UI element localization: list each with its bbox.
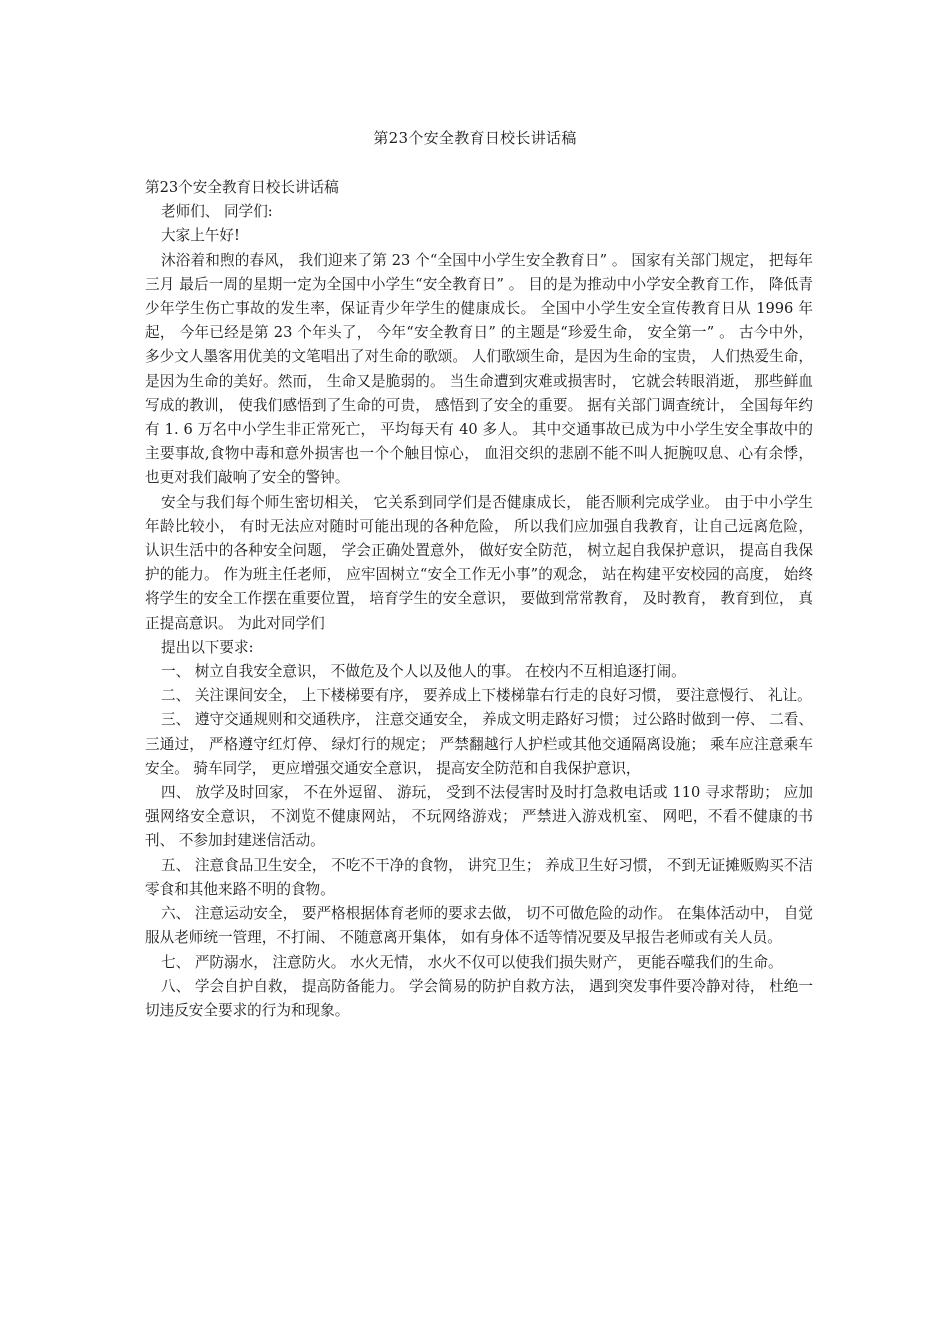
opening-line: 大家上午好! bbox=[161, 227, 240, 245]
document-title: 第23个安全教育日校长讲话稿 bbox=[373, 129, 577, 147]
requirement-item: 八、 学会自护自救， 提高防备能力。 学会简易的防护自救方法， 遇到突发事件要冷静对待， 杜绝一切违反安全要求的行为和现象。 bbox=[145, 977, 813, 1019]
requirement-item: 七、 严防溺水， 注意防火。 水火无情， 水火不仅可以使我们损失财产， 更能吞噬我们的生命。 bbox=[161, 953, 783, 971]
document-subtitle: 第23个安全教育日校长讲话稿 bbox=[145, 179, 339, 196]
requirement-item: 二、 关注课间安全， 上下楼梯要有序， 要养成上下楼梯靠右行走的良好习惯， 要注意慢行、 礼让。 bbox=[161, 687, 812, 705]
requirement-item: 三、 遵守交通规则和交通秩序， 注意交通安全， 养成文明走路好习惯； 过公路时做到一停、 二看、 三通过， 严格遵守红灯停、 绿灯行的规定； 严禁翻越行人护栏或其他交通隔离设施； 乘车应注意乘车安全。 骑车同学， 更应增强交通安全意识， 提高安全防范和自我保护意识， bbox=[145, 711, 813, 777]
requirement-item: 五、 注意食品卫生安全， 不吃不干净的食物， 讲究卫生； 养成卫生好习惯， 不到无证摊贩购买不洁零食和其他来路不明的食物。 bbox=[145, 856, 813, 898]
requirement-item: 四、 放学及时回家， 不在外逗留、 游玩， 受到不法侵害时及时打急救电话或 110 寻求帮助； 应加强网络安全意识， 不浏览不健康网站， 不玩网络游戏； 严禁进入游戏机室、 网吧，不看不健康的书刊、 不参加封建迷信活动。 bbox=[145, 784, 813, 850]
paragraph: 安全与我们每个师生密切相关， 它关系到同学们是否健康成长， 能否顺利完成学业。 由于中小学生年龄比较小， 有时无法应对随时可能出现的各种危险， 所以我们应加强自我教育，让自己远离危险， 认识生活中的各种安全问题， 学会正确处置意外， 做好安全防范， 树立起自我保护意识， 提高自我保护的能力。 作为班主任老师， 应牢固树立“安全工作无小事”的观念， 站在构建平安校园的高度， 始终将学生的安全工作摆在重要位置， 培育学生的安全意识， 要做到常常教育， 及时教育， 教育到位， 真正提高意识。 为此对同学们 bbox=[145, 493, 813, 632]
paragraph: 沐浴着和煦的春风， 我们迎来了第 23 个“全国中小学生安全教育日” 。 国家有关部门规定， 把每年三月 最后一周的星期一定为全国中小学生“安全教育日” 。 目的是为推动中小学安全教育工作， 降低青少年学生伤亡事故的发生率，保证青少年学生的健康成长。 全国中小学生安全宣传教育日从 1996 年起， 今年已经是第 23 个年头了， 今年“安全教育日” 的主题是“珍爱生命， 安全第一” 。 古今中外， 多少文人墨客用优美的文笔唱出了对生命的歌颂。 人们歌颂生命，是因为生命的宝贵， 人们热爱生命， 是因为生命的美好。然而， 生命又是脆弱的。 当生命遭到灾难或损害时， 它就会转眼消逝， 那些鲜血写成的教训， 使我们感悟到了生命的可贵， 感悟到了安全的重要。 据有关部门调查统计， 全国每年约有 1. 6 万名中小学生非正常死亡， 平均每天有 40 多人。 其中交通事故已成为中小学生安全事故中的主要事故,食物中毒和意外损害也一个个触目惊心， 血泪交织的悲剧不能不叫人扼腕叹息、心有余悸， 也更对我们敲响了安全的警钟。 bbox=[145, 251, 813, 487]
requirement-item: 六、 注意运动安全， 要严格根据体育老师的要求去做， 切不可做危险的动作。 在集体活动中， 自觉服从老师统一管理，不打闹、 不随意离开集体， 如有身体不适等情况要及早报告老师或有关人员。 bbox=[145, 905, 813, 947]
requirement-item: 一、 树立自我安全意识， 不做危及个人以及他人的事。 在校内不互相追逐打闹。 bbox=[161, 663, 686, 681]
paragraph: 提出以下要求: bbox=[161, 638, 254, 656]
greeting: 老师们、 同学们: bbox=[161, 203, 273, 221]
document-body bbox=[145, 176, 813, 1023]
